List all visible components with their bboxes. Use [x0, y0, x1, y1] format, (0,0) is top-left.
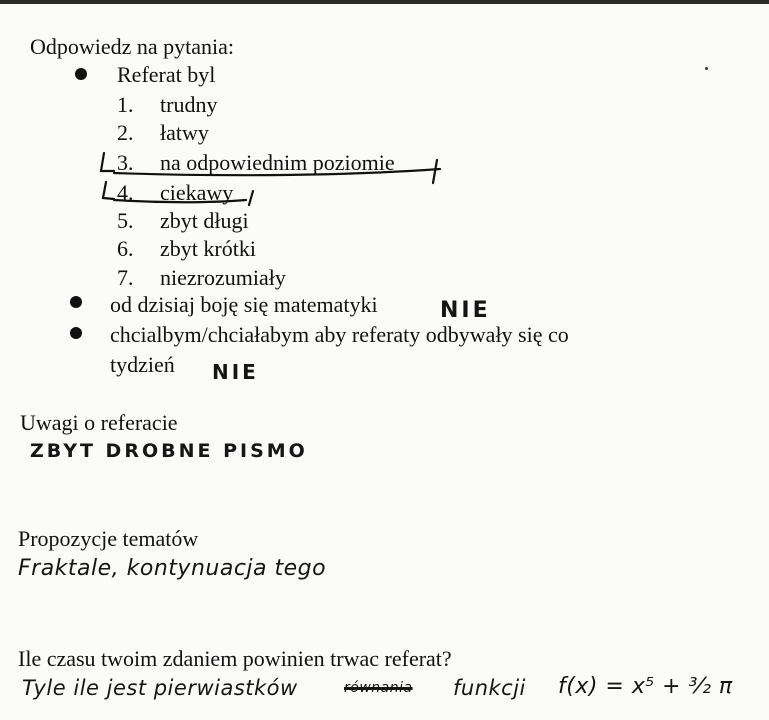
top-edge-rule [0, 0, 769, 4]
q1-option-1-text: trudny [160, 92, 218, 117]
option-4-right-bracket [249, 191, 253, 205]
q1-label: Referat byl [117, 62, 216, 87]
q1-option-2-num: 2. [117, 120, 134, 145]
remarks-label: Uwagi o referacie [20, 410, 178, 435]
q3-label-line1: chcialbym/chciałabym aby referaty odbywały się co [110, 322, 569, 347]
q1-option-7-num: 7. [117, 265, 134, 290]
q1-option-6-num: 6. [117, 236, 134, 261]
duration-answer-end: funkcji [453, 676, 526, 700]
bullet-icon [75, 68, 87, 80]
q1-option-2-text: łatwy [160, 120, 209, 145]
option-3-left-bracket [101, 153, 114, 171]
duration-label: Ile czasu twoim zdaniem powinien trwac referat? [18, 646, 452, 671]
q2-handwritten-answer: NIE [440, 298, 491, 323]
remarks-handwritten-answer: ZBYT DROBNE PISMO [30, 440, 308, 462]
topics-handwritten-answer: Fraktale, kontynuacja tego [18, 556, 327, 581]
q1-option-6-text: zbyt krótki [160, 236, 256, 261]
q1-option-4-num: 4. [117, 180, 134, 205]
q1-option-4-text: ciekawy [160, 180, 234, 205]
q1-option-3-num: 3. [117, 150, 134, 175]
q2-label: od dzisiaj boję się matematyki [110, 292, 378, 317]
q1-option-7-text: niezrozumiały [160, 265, 286, 290]
q1-option-1-num: 1. [117, 92, 134, 117]
q1-option-5-text: zbyt długi [160, 208, 249, 233]
option-4-left-bracket [103, 182, 114, 199]
questions-header: Odpowiedz na pytania: [30, 34, 235, 59]
q3-handwritten-answer: NIE [212, 360, 259, 384]
duration-answer-start: Tyle ile jest pierwiastków [22, 676, 298, 700]
duration-answer-formula: f(x) = x⁵ + ³⁄₂ π [558, 674, 733, 699]
paper-speck [705, 67, 708, 70]
duration-answer-struck-word: równania [344, 680, 413, 696]
q1-option-3-text: na odpowiednim poziomie [160, 150, 395, 175]
bullet-icon [70, 296, 82, 308]
option-3-right-bracket [433, 160, 437, 183]
q3-label-line2: tydzień [110, 352, 175, 377]
bullet-icon [70, 327, 82, 339]
q1-option-5-num: 5. [117, 208, 134, 233]
topics-label: Propozycje tematów [18, 526, 199, 551]
